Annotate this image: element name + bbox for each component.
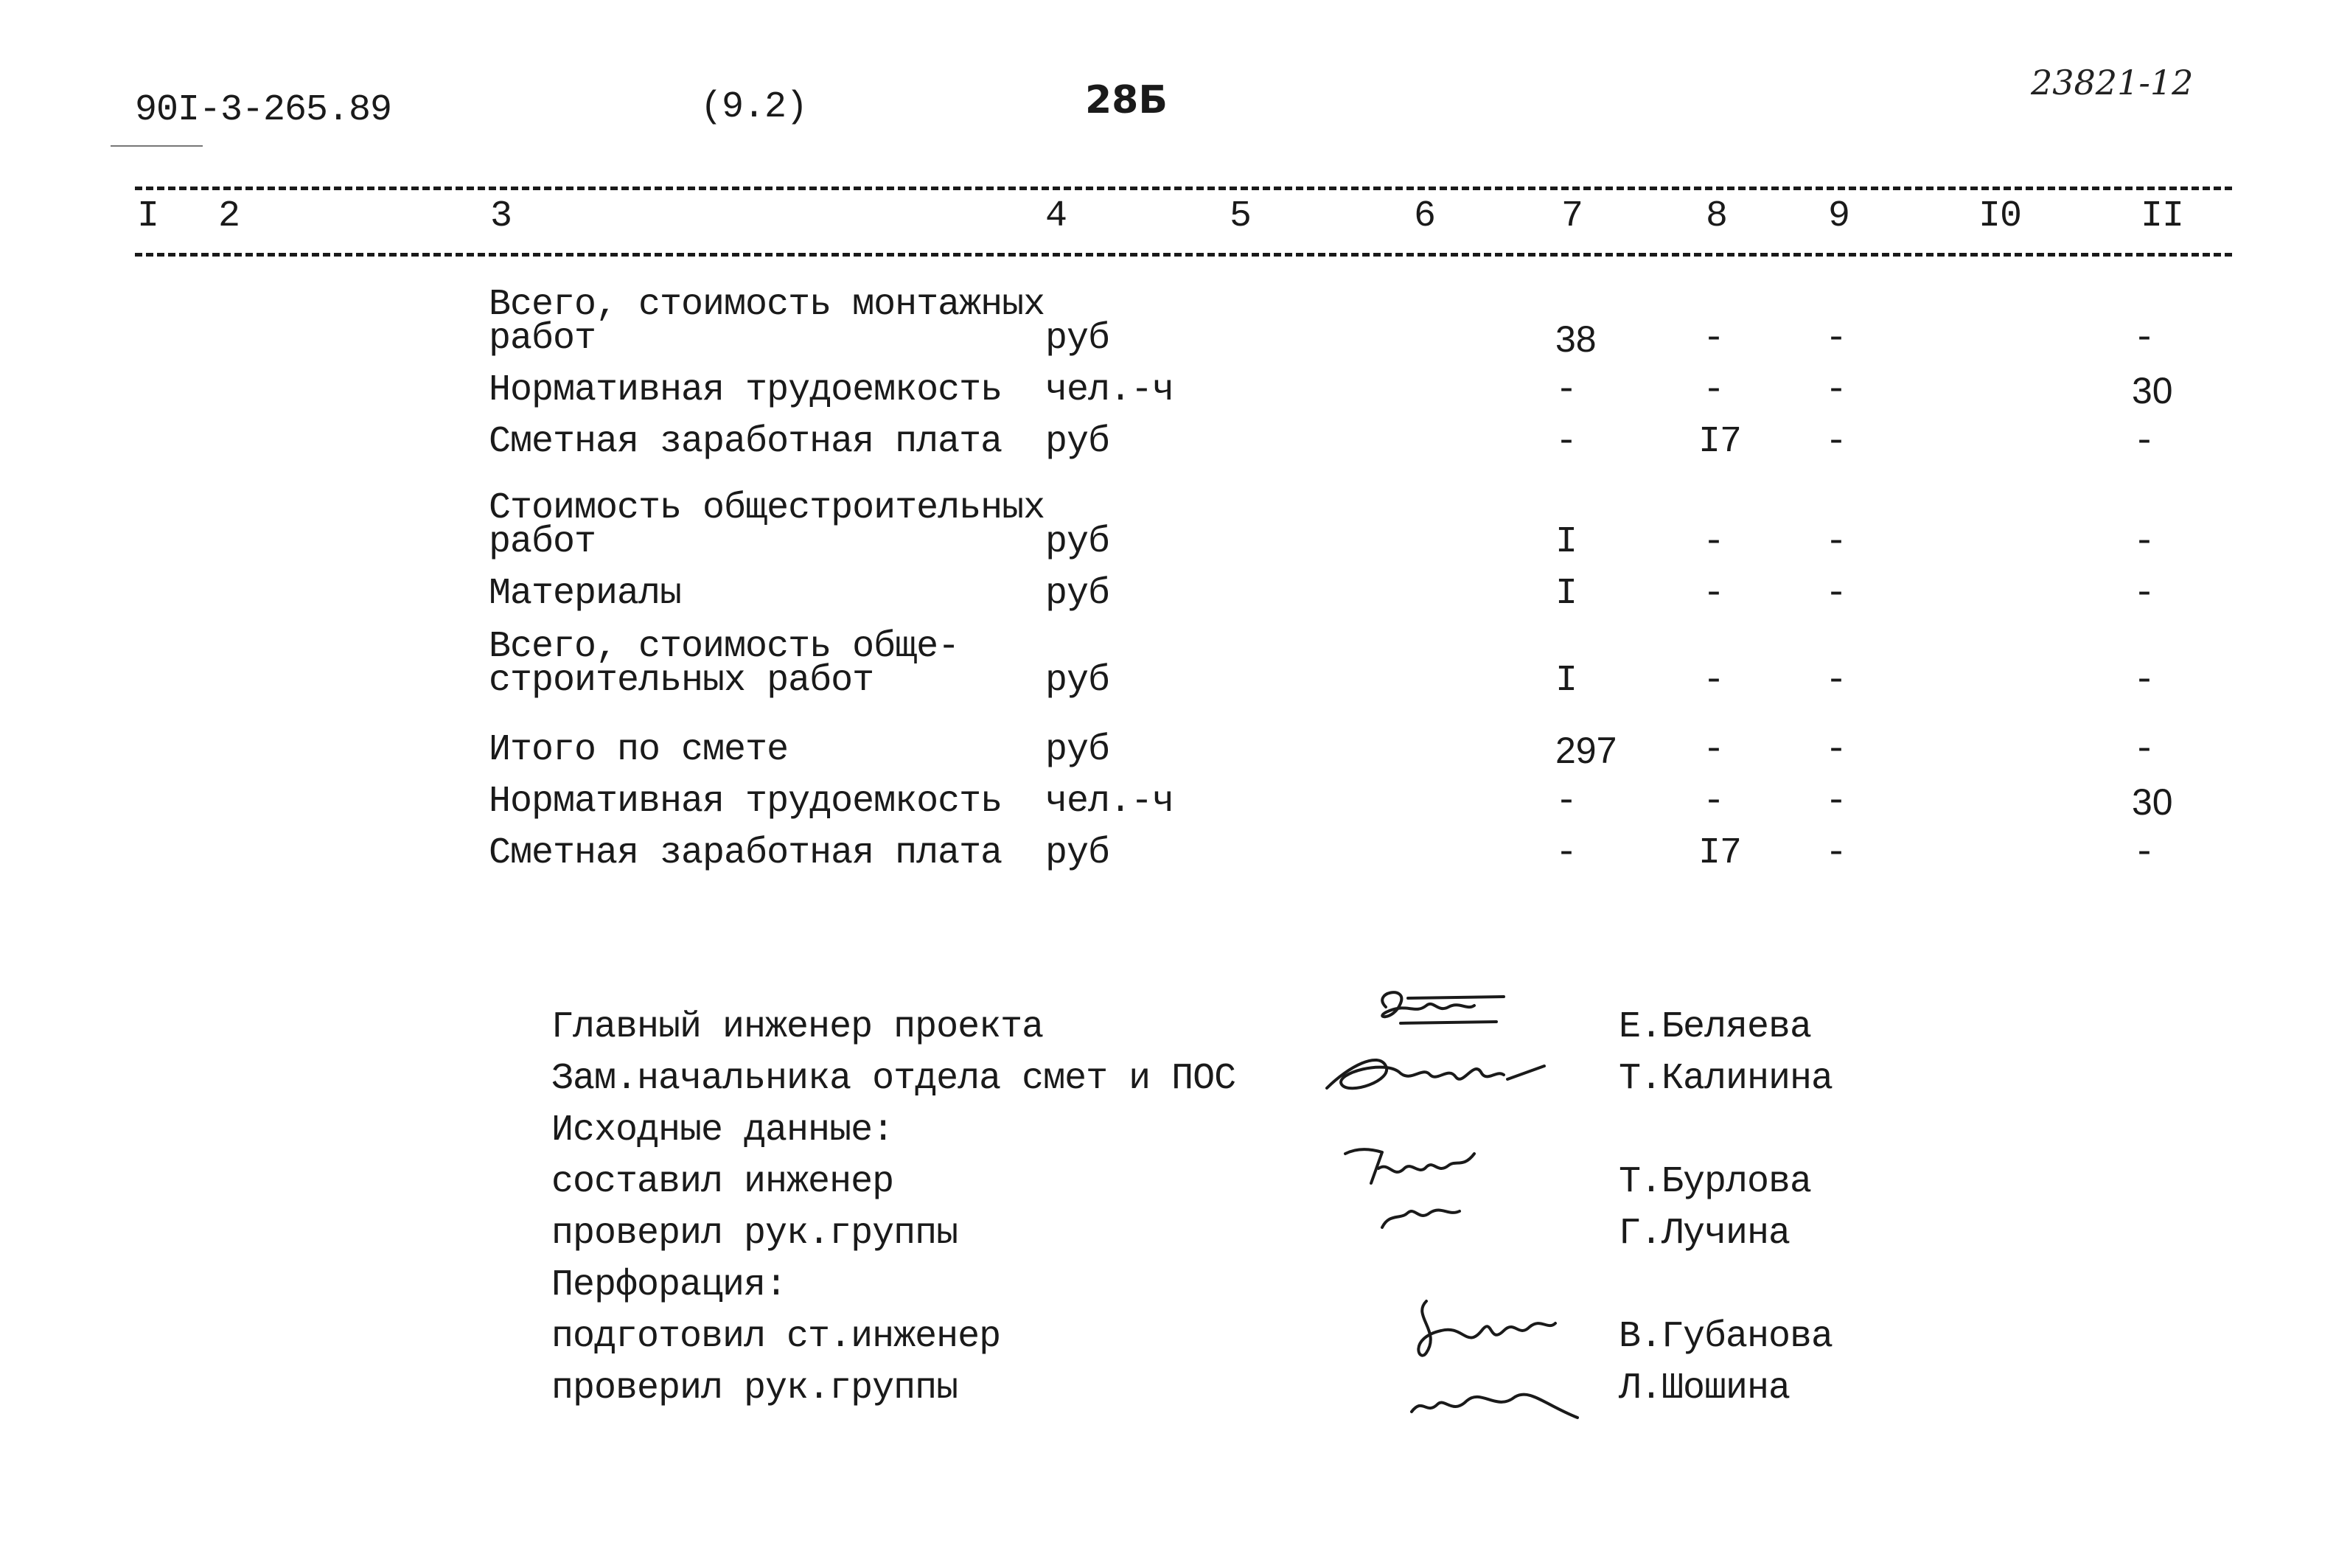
header-rule — [111, 145, 203, 147]
row-col9: - — [1825, 421, 1847, 463]
row-col7: - — [1555, 781, 1577, 823]
row-col7: - — [1555, 369, 1577, 411]
handwritten-signature — [1338, 1139, 1530, 1250]
row-unit: руб — [1045, 318, 1110, 360]
row-col11: - — [2133, 660, 2155, 702]
row-col11: - — [2133, 421, 2155, 463]
signature-name: Т.Бурлова — [1619, 1161, 1812, 1203]
signature-name: Л.Шошина — [1619, 1367, 1791, 1410]
row-name: Всего, стоимость обще- — [489, 626, 960, 668]
row-col9: - — [1825, 781, 1847, 823]
row-col9: - — [1825, 660, 1847, 702]
row-col8: - — [1703, 660, 1725, 702]
row-col7: 38 — [1555, 318, 1597, 360]
row-name-cont: работ — [489, 318, 596, 360]
row-col7: 297 — [1555, 730, 1617, 771]
col-2-label: 2 — [218, 195, 240, 237]
signature-role: подготовил ст.инженер — [551, 1316, 1001, 1358]
archive-number: 23821-12 — [2031, 63, 2194, 102]
signature-role: проверил рук.группы — [551, 1213, 958, 1255]
row-unit: руб — [1045, 832, 1110, 874]
handwritten-signature — [1397, 1286, 1603, 1426]
row-name: Всего, стоимость монтажных — [489, 284, 1045, 326]
row-name: Нормативная трудоемкость — [489, 781, 1003, 823]
row-name: Стоимость общестроительных — [489, 487, 1045, 529]
row-name: Нормативная трудоемкость — [489, 369, 1003, 411]
row-name: Материалы — [489, 573, 682, 615]
signature-name: Г.Лучина — [1619, 1213, 1791, 1255]
handwritten-signature — [1319, 1036, 1555, 1103]
row-col11: - — [2133, 573, 2155, 615]
row-col11: 30 — [2132, 370, 2173, 411]
signature-section: Перфорация: — [551, 1264, 787, 1306]
page-number: 28Б — [1085, 78, 1168, 122]
section-number: (9.2) — [700, 86, 808, 128]
signature-name: Т.Калинина — [1619, 1058, 1833, 1100]
row-name: Сметная заработная плата — [489, 421, 1003, 463]
row-col9: - — [1825, 521, 1847, 563]
row-col8: - — [1703, 369, 1725, 411]
row-col7: I — [1555, 521, 1577, 563]
row-col9: - — [1825, 318, 1847, 360]
col-8-label: 8 — [1706, 195, 1728, 237]
row-col9: - — [1825, 832, 1847, 874]
row-col11: - — [2133, 521, 2155, 563]
row-col8: - — [1703, 729, 1725, 771]
row-unit: руб — [1045, 660, 1110, 702]
col-6-label: 6 — [1414, 195, 1436, 237]
row-col8: I7 — [1698, 832, 1742, 874]
col-5-label: 5 — [1230, 195, 1252, 237]
row-col11: - — [2133, 832, 2155, 874]
row-name-cont: работ — [489, 521, 596, 563]
signature-role: Главный инженер проекта — [551, 1006, 1044, 1048]
row-col8: - — [1703, 318, 1725, 360]
row-name: Итого по смете — [489, 729, 789, 771]
table-header-rule — [135, 253, 2232, 257]
col-10-label: I0 — [1978, 195, 2022, 237]
row-unit: руб — [1045, 729, 1110, 771]
col-4-label: 4 — [1045, 195, 1067, 237]
row-col8: - — [1703, 573, 1725, 615]
row-name-cont: строительных работ — [489, 660, 874, 702]
row-col7: I — [1555, 660, 1577, 702]
col-9-label: 9 — [1828, 195, 1850, 237]
row-col9: - — [1825, 369, 1847, 411]
handwritten-signature — [1356, 978, 1526, 1044]
signature-role: составил инженер — [551, 1161, 894, 1203]
row-col7: - — [1555, 421, 1577, 463]
row-col9: - — [1825, 729, 1847, 771]
row-col11: - — [2133, 729, 2155, 771]
col-11-label: II — [2141, 195, 2184, 237]
signature-role: проверил рук.группы — [551, 1367, 958, 1410]
row-col9: - — [1825, 573, 1847, 615]
row-unit: руб — [1045, 421, 1110, 463]
signature-section: Исходные данные: — [551, 1109, 894, 1151]
row-name: Сметная заработная плата — [489, 832, 1003, 874]
row-col8: I7 — [1698, 421, 1742, 463]
row-col11: 30 — [2132, 781, 2173, 823]
signature-name: В.Губанова — [1619, 1316, 1833, 1358]
table-top-rule — [135, 187, 2232, 190]
row-col11: - — [2133, 318, 2155, 360]
row-unit: чел.-ч — [1045, 781, 1174, 823]
col-3-label: 3 — [490, 195, 512, 237]
signature-name: Е.Беляева — [1619, 1006, 1812, 1048]
signature-role: Зам.начальника отдела смет и ПОС — [551, 1058, 1236, 1100]
row-col8: - — [1703, 781, 1725, 823]
row-unit: чел.-ч — [1045, 369, 1174, 411]
row-col7: - — [1555, 832, 1577, 874]
doc-code: 90I-3-265.89 — [135, 89, 392, 131]
col-1-label: I — [137, 195, 159, 237]
row-unit: руб — [1045, 521, 1110, 563]
row-col7: I — [1555, 573, 1577, 615]
col-7-label: 7 — [1561, 195, 1583, 237]
row-col8: - — [1703, 521, 1725, 563]
row-unit: руб — [1045, 573, 1110, 615]
